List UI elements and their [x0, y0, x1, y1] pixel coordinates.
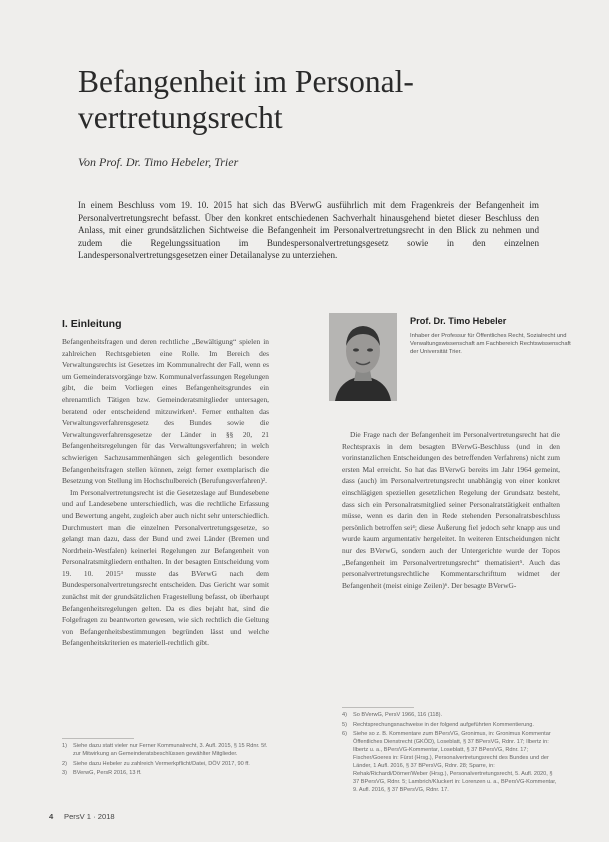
- footnote-divider: [62, 738, 134, 739]
- article-author: Von Prof. Dr. Timo Hebeler, Trier: [78, 155, 239, 169]
- footnote: 5) Rechtsprechungsnachweise in der folgend aufgeführten Kommentierung.: [342, 721, 534, 728]
- footnote: 1) Siehe dazu statt vieler nur Ferner Kommunalrecht, 3. Aufl. 2015, § 15 Rdnr. 5f. zur Mitwirkung an Gemeinderatsbeschlüssen gewählter Mitglieder.: [62, 743, 268, 757]
- journal-issue: PersV 1 · 2018: [64, 812, 115, 821]
- footnote-divider: [342, 707, 414, 708]
- footnote: 4) So BVerwG, PersV 1966, 116 (118).: [342, 712, 443, 718]
- body-paragraph: Befangenheitsfragen und deren rechtliche „Bewältigung“ spielen in zahlreichen Rechtsgebieten eine Rolle. Im Bereich des Verwaltungsrechts ist Gesetzes im Kommunalrecht der Fall, wenn es um Gemeinderatsvorgänge bzw. Kommunalverfassungen Regelungen gibt, die beim Vorliegen eines Befangenheitsgrundes ein ehrenamtlich Tätigen bzw. Gemeinderatsmitglieder untersagen, beratend oder entscheidend mitzuwirken¹. Ferner enthalten das Verwaltungsverfahrensgesetz des Bundes sowie die Verwaltungsverfahrensgesetze der Länder in §§ 20, 21 Befangenheitsregelungen für das Verwaltungsverfahren; in welch schwierigen Sachzusammenhängen sich gelegentlich besondere Befangenheitsfragen stellen können, zeigt ferner exemplarisch die Besetzung von Stellung im Hochschulbereich (Berufungsverfahren)².: [62, 337, 269, 486]
- body-paragraph: Im Personalvertretungsrecht ist die Gesetzeslage auf Bundesebene und auf Landesebene unterschiedlich, was die rechtliche Erfassung und Bewertung angeht, zugleich aber auch nicht sehr unterschiedlich. Durchmustert man die einzelnen Personalvertretungsgesetze, so gelangt man dazu, dass der Bund und zwei Länder (Bremen und Nordrhein-Westfalen) keinerlei Regelungen zur Befangenheit von Personalratsmitgliedern enthalten. In der besagten Entscheidung vom 19. 10. 2015³ musste das BVerwG nach dem Bundespersonalvertretungsrecht entscheiden. Das Gericht war somit zunächst mit der grundsätzlichen Fragestellung befasst, ob überhaupt Befangenheitsregelungen gelten. Da es dies bejaht hat, sind die Folgefragen zu beantworten gewesen, wie sich rechtlich die Geltung von Befangenheitsbestimmungen begründen lässt und welche Befangenheitskriterien es materiell-rechtlich gibt.: [62, 487, 269, 648]
- author-photo: [329, 313, 397, 401]
- article-title: Befangenheit im Personalvertretungsrecht: [78, 64, 414, 135]
- author-bio: Inhaber der Professur für Öffentliches Recht, Sozialrecht und Verwaltungswissenschaft am Fachbereich Rechtswissenschaft der Universität Trier.: [410, 333, 571, 356]
- footnote: 2) Siehe dazu Hebeler zu zahlreich Vermerkpflicht/Datei, DÖV 2017, 90 ff.: [62, 760, 250, 767]
- footnotes-right: [342, 711, 557, 796]
- page-number: 4: [49, 812, 54, 821]
- footnotes-left: [62, 742, 270, 779]
- body-paragraph: Die Frage nach der Befangenheit im Personalvertretungsrecht hat die Rechtspraxis in dem besagten BVerwG-Beschluss (und in den vorinstanzlichen Entscheidungen des betreffenden Verfahrens) nicht zum ersten Mal erreicht. So hat das BVerwG bereits im Jahr 1964 gemeint, dass (auch) im Personalvertretungsrecht unabhängig von einer konkret einschlägigen speziellen gesetzlichen Regelung der Grundsatz besteht, dass sich ein Personalratsmitglied seiner Personalratstätigkeit enthalten müsse, wenn es darin den in Rede stehenden Personalratsbeschluss persönlich betroffen sei⁴; diese Äußerung fiel jedoch sehr knapp aus und wurde kaum argumentativ hergeleitet. In weiteren Entscheidungen nicht nur des BVerwG, sondern auch der Untergerichte wurde der Topos „Befangenheit im Personalvertretungsrecht“ thematisiert⁵. Auch das personalvertretungsrechtliche Kommentarschrifttum widmet der Befangenheit (meist einige Zeilen)⁶. Der besagte BVerwG-: [342, 430, 560, 590]
- section-heading: I. Einleitung: [62, 318, 122, 330]
- footnote: 6) Siehe so z. B. Kommentare zum BPersVG, Gronimus, in: Gronimus Kommentar Öffentliches Dienstrecht (GKÖD), Loseblatt, § 37 BPersVG, Rdnr. 17; Ilbertz in: Ilbertz u. a., BPersVG-Kommentar, Loseblatt, § 37 BPersVG, Rdnr. 17; Fischer/Goeres in: Fürst (Hrsg.), Personalvertretungsrecht des Bundes und der Länder, 1 Aufl. 2016, § 37 BPersVG, Rdnr. 28; Sparre, in: Rehak/Richardi/Dörner/Weber (Hrsg.), Personalvertretungsrecht, 5. Aufl. 2020, § 37 BPersVG, Rdnr. 5; Lambrich/Kluckert in: Lorenzen u. a., BPersVG-Kommentar, 9. Aufl. 2016, § 37 BPersVG, Rdnr. 17.: [342, 731, 557, 793]
- author-name: Prof. Dr. Timo Hebeler: [410, 316, 507, 326]
- footnote: 3) BVerwG, PersR 2016, 13 ff.: [62, 770, 142, 776]
- right-column: [342, 429, 560, 591]
- left-column: [62, 336, 269, 649]
- article-abstract: In einem Beschluss vom 19. 10. 2015 hat sich das BVerwG ausführlich mit dem Fragenkreis der Befangenheit im Personalvertretungsrecht befasst. Über den konkret entschiedenen Sachverhalt hinausgehend bietet dieser Beschluss den Anlass, mit einer grundsätzlichen Sichtweise die Befangenheit im Personalvertretungsrecht in den Blick zu nehmen und zudem die Regelungssituation im Bundespersonalvertretungsgesetz sowie in den einzelnen Landespersonalvertretungsgesetzen einer Detailanalyse zu unterziehen.: [78, 200, 539, 261]
